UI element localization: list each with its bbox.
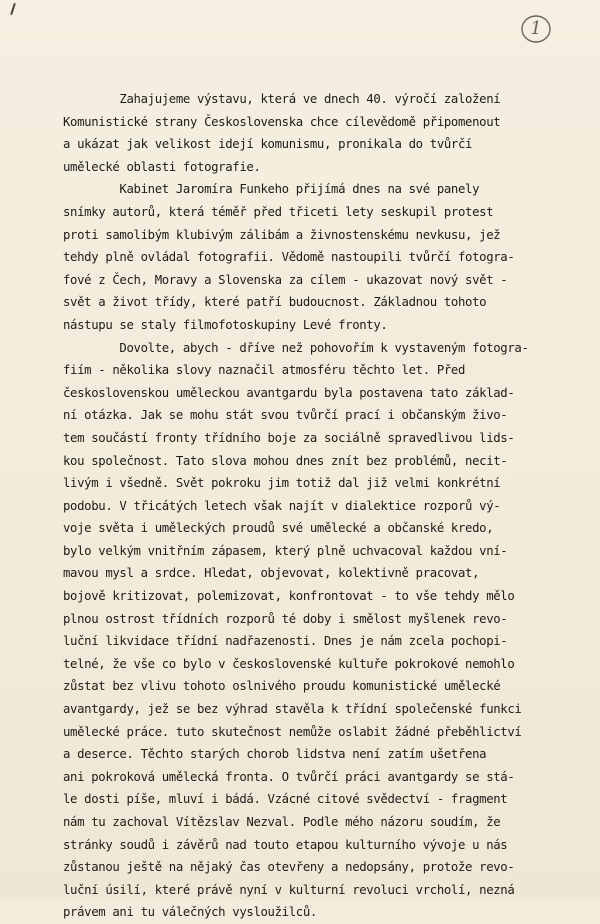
text-line: proti samolibým klubivým zálibám a živnostenskému nevkusu, jež (63, 227, 501, 242)
text-line: a ukázat jak velikost idejí komunismu, pronikala do tvůrčí (63, 137, 473, 152)
text-line: nástupu se staly filmofotoskupiny Levé fronty. (63, 317, 388, 332)
text-line: luční úsilí, které právě nyní v kulturní revoluci vrcholí, nezná (63, 882, 515, 897)
text-line: nám tu zachoval Vítězslav Nezval. Podle mého názoru soudím, že (63, 815, 501, 829)
text-line: ní otázka. Jak se mohu stát svou tvůrčí prací i občanským živo- (63, 408, 508, 423)
text-line: plnou ostrost třídních rozporů té doby i smělost myšlenek revo- (63, 611, 508, 626)
text-line: Kabinet Jaromíra Funkeho přijímá dnes na své panely (63, 182, 480, 197)
text-line: stránky soudů i závěrů nad touto etapou kulturního vývoje u nás (63, 837, 508, 852)
text-line: luční likvidace třídní nadřazenosti. Dnes je nám zcela pochopi- (63, 634, 508, 649)
text-line: fové z Čech, Moravy a Slovenska za cílem - ukazovat nový svět - (63, 272, 508, 287)
typewritten-text (63, 88, 600, 924)
text-line: telné, že vše co bylo v československé kultuře pokrokové nemohlo (63, 656, 515, 671)
page-number-circle (519, 12, 553, 46)
corner-pen-mark (10, 3, 16, 15)
text-line: zůstat bez vlivu tohoto oslnivého proudu komunistické umělecké (63, 679, 501, 694)
text-line: bojově kritizovat, polemizovat, konfrontovat - to vše tehdy mělo (63, 589, 515, 604)
text-line: zůstanou ještě na nějaký čas otevřeny a nedopsány, protože revo- (63, 860, 515, 875)
text-line: Dovolte, abych - dříve než pohovořím k vystaveným fotogra- (63, 340, 529, 355)
text-line: československou uměleckou avantgardu byla postavena tato základ- (63, 385, 515, 400)
text-line: voje světa i uměleckých proudů své umělecké a občanské kredo, (63, 521, 494, 536)
text-line: podobu. V třicátých letech však najít v dialektice rozporů vý- (63, 498, 501, 513)
text-line: mavou mysl a srdce. Hledat, objevovat, kolektivně pracovat, (63, 566, 480, 581)
text-line: bylo velkým vnitřním zápasem, který plně uchvacoval každou vní- (63, 543, 508, 558)
text-line: le dosti píše, mluví i bádá. Vzácné citové svědectví - fragment (63, 792, 508, 807)
text-line: Zahajujeme výstavu, která ve dnech 40. výročí založení (63, 92, 501, 106)
text-line: kou společnost. Tato slova mohou dnes znít bez problémů, necit- (63, 453, 508, 468)
text-line: svět a život třídy, které patří budoucnost. Základnou tohoto (63, 295, 487, 310)
text-line: a deserce. Těchto starých chorob lidstva není zatím ušetřena (63, 747, 487, 762)
text-line: ani pokroková umělecká fronta. O tvůrčí práci avantgardy se stá- (63, 769, 515, 784)
text-line: tem součástí fronty třídního boje za sociálně spravedlivou lids- (63, 430, 515, 445)
text-line: livým i všedně. Svět pokroku jim totiž dal již velmi konkrétní (63, 476, 501, 491)
text-line: fiím - několika slovy naznačil atmosféru těchto let. Před (63, 363, 466, 378)
text-line: právem ani tu válečných vysloužilců. (63, 905, 317, 920)
text-line: snímky autorů, která téměř před třiceti lety seskupil protest (63, 204, 494, 219)
page-number: 1 (530, 18, 542, 39)
text-line: tehdy plně ovládal fotografii. Vědomě nastoupili tvůrčí fotogra- (63, 250, 515, 265)
text-line: avantgardy, jež se bez výhrad stavěla k třídní společenské funkci (63, 702, 522, 717)
text-line: Komunistické strany Československa chce cílevědomě připomenout (63, 114, 501, 129)
text-line: umělecké práce. tuto skutečnost nemůže oslabit žádné přeběhlictví (63, 724, 522, 739)
text-line: umělecké oblasti fotografie. (63, 159, 261, 174)
